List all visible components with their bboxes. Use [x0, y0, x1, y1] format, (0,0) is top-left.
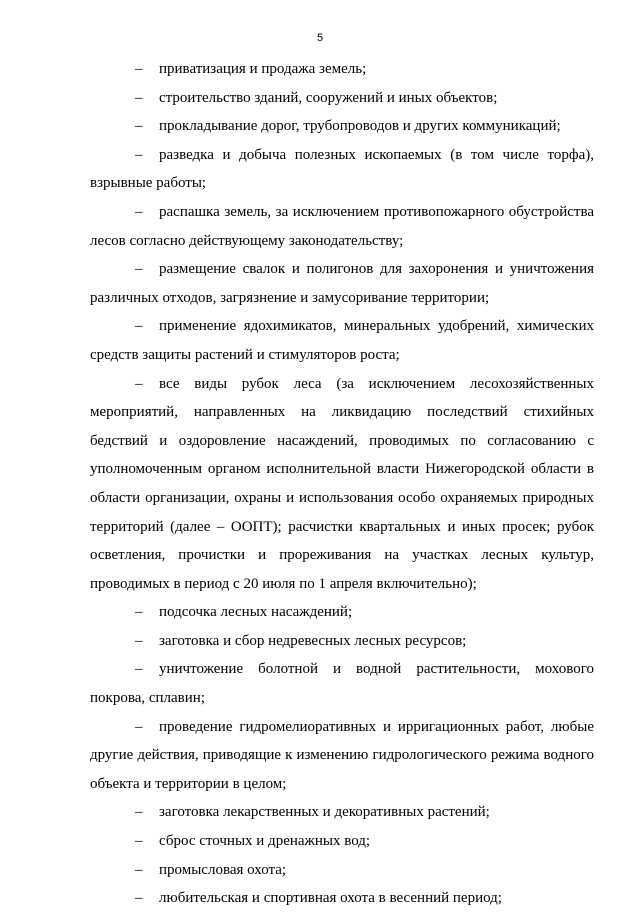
list-item-text: разведка и добыча полезных ископаемых (в том числе торфа), взрывные работы;: [90, 146, 594, 192]
list-item-text: промысловая охота;: [159, 861, 287, 878]
list-dash: –: [135, 118, 143, 135]
list-item-text: подсочка лесных насаждений;: [159, 604, 353, 621]
list-item: [90, 112, 594, 141]
list-dash: –: [135, 718, 143, 735]
list-dash: –: [135, 261, 143, 278]
list-item-text: распашка земель, за исключением противопожарного обустройства лесов согласно действующему законодательству;: [90, 203, 594, 249]
list-item: [90, 798, 594, 827]
list-dash: –: [135, 61, 143, 77]
list-item-text: приватизация и продажа земель;: [159, 61, 367, 77]
list-dash: –: [135, 203, 143, 220]
list-dash: –: [135, 632, 143, 649]
list-item: [90, 198, 594, 255]
list-item: [90, 312, 594, 369]
list-dash: –: [135, 146, 143, 163]
list-item: [90, 884, 594, 913]
list-item: [90, 713, 594, 799]
list-item-text: любительская и спортивная охота в весенний период;: [159, 890, 502, 907]
list-dash: –: [135, 318, 143, 335]
list-item: [90, 84, 594, 113]
list-dash: –: [135, 375, 143, 392]
list-item: [90, 370, 594, 599]
list-item: [90, 598, 594, 627]
list-item-text: применение ядохимикатов, минеральных удобрений, химических средств защиты растений и стимуляторов роста;: [90, 318, 594, 363]
list-dash: –: [135, 861, 143, 878]
list-item-text: прокладывание дорог, трубопроводов и других коммуникаций;: [159, 118, 561, 135]
list-item-text: заготовка и сбор недревесных лесных ресурсов;: [159, 632, 467, 649]
prohibited-activities-list: [90, 55, 594, 913]
list-dash: –: [135, 804, 143, 821]
list-item-text: все виды рубок леса (за исключением лесохозяйственных мероприятий, направленных на ликвидацию последствий стихийных бедствий и оздоровление насаждений, проводимых по согласованию с уполномоченным органом исполнительной власти Нижегородской области в области организации, охраны и использования особо охраняемых природных территорий (далее – ООПТ); расчистки квартальных и иных просек; рубок осветления, прочистки и прореживания на участках лесных культур, проводимых в период с 20 июля по 1 апреля включительно);: [90, 375, 594, 592]
list-dash: –: [135, 604, 143, 621]
list-item: [90, 856, 594, 885]
list-item-text: строительство зданий, сооружений и иных объектов;: [159, 89, 498, 106]
page-number: 5: [316, 32, 324, 44]
list-item: [90, 141, 594, 198]
list-item: [90, 55, 594, 84]
list-item-text: заготовка лекарственных и декоративных растений;: [159, 804, 490, 821]
list-dash: –: [135, 89, 143, 106]
list-item-text: уничтожение болотной и водной растительности, мохового покрова, сплавин;: [90, 661, 594, 707]
list-item: [90, 255, 594, 312]
list-dash: –: [135, 661, 143, 678]
list-item-text: сброс сточных и дренажных вод;: [159, 833, 371, 850]
list-dash: –: [135, 833, 143, 850]
list-dash: –: [135, 890, 143, 907]
list-item-text: размещение свалок и полигонов для захоронения и уничтожения различных отходов, загрязнение и замусоривание территории;: [90, 261, 594, 306]
list-item: [90, 627, 594, 656]
list-item: [90, 827, 594, 856]
list-item-text: проведение гидромелиоративных и ирригационных работ, любые другие действия, приводящие к изменению гидрологического режима водного объекта и территории в целом;: [90, 718, 594, 792]
list-item: [90, 655, 594, 712]
